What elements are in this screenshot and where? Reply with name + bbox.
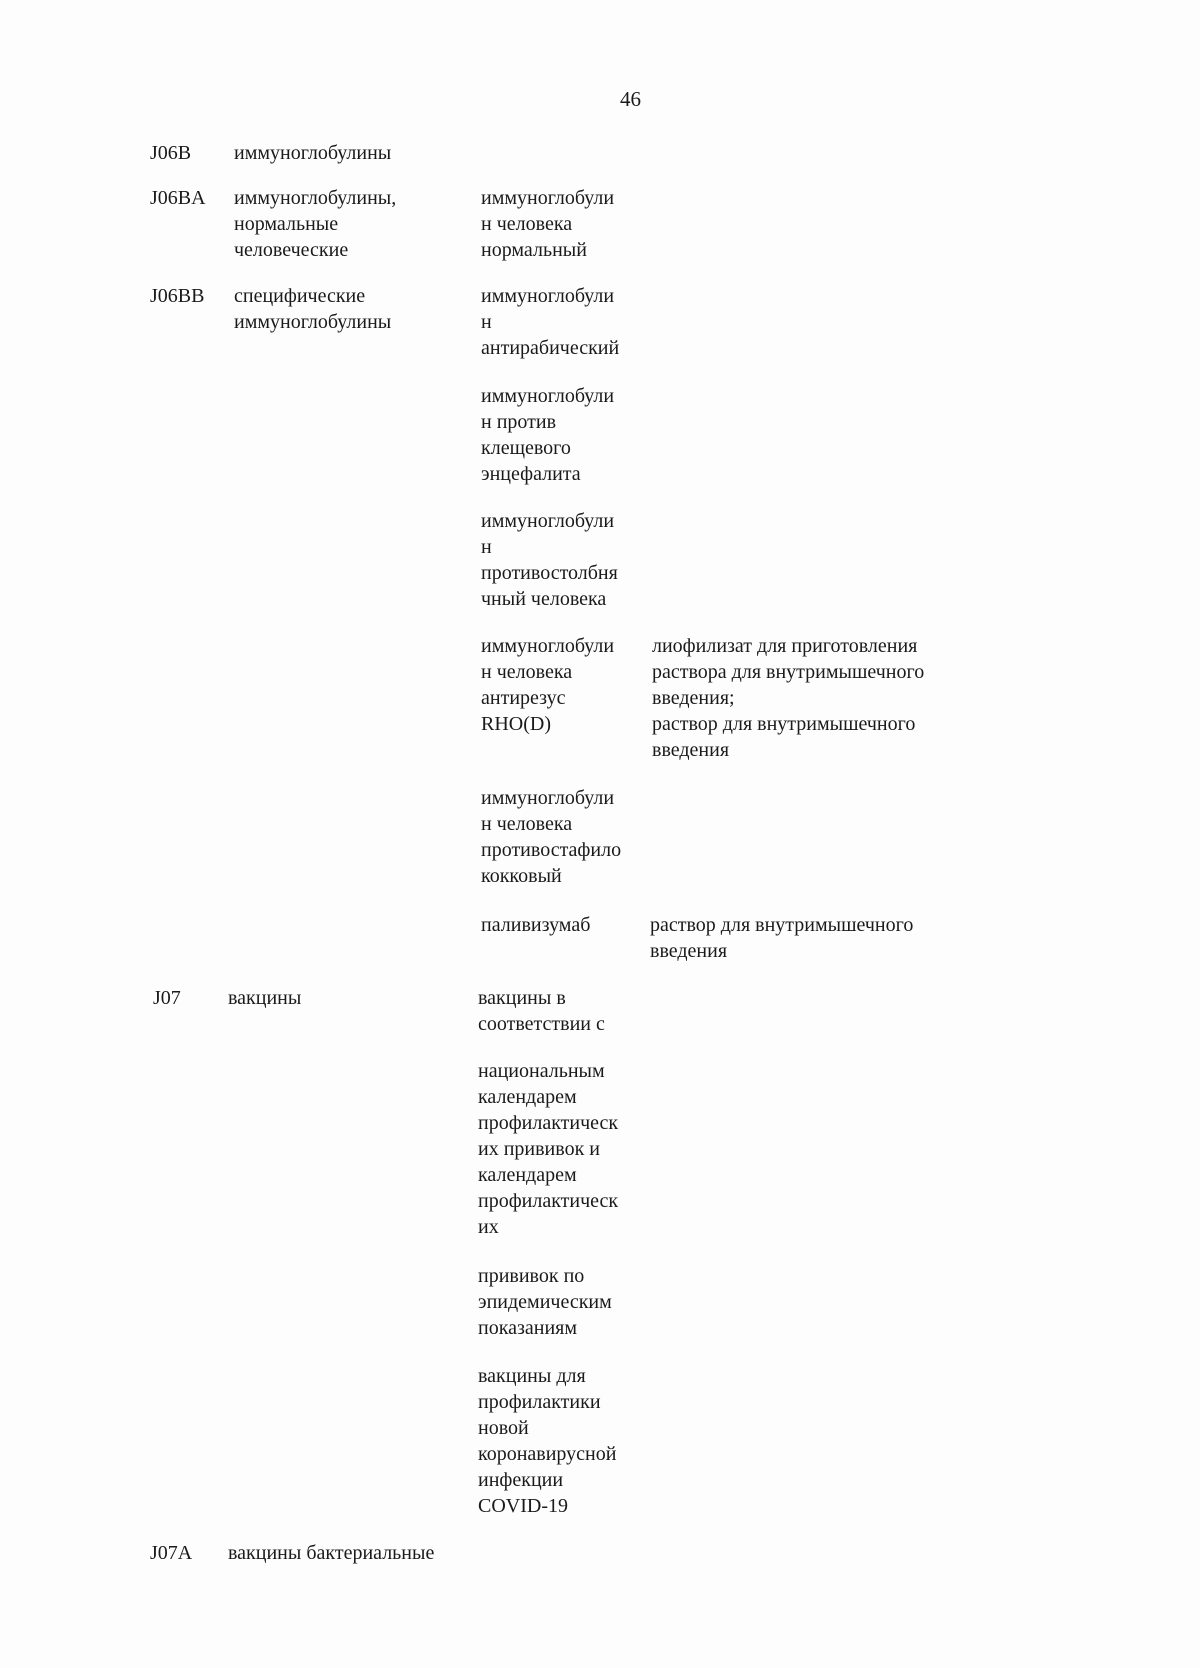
atc-code: J07 xyxy=(153,987,181,1009)
drug-name: паливизумаб xyxy=(481,914,591,936)
group-name: иммуноглобулины xyxy=(234,142,392,164)
group-name: вакцины xyxy=(228,987,302,1009)
page-number: 46 xyxy=(620,87,641,111)
group-name: вакцины бактериальные xyxy=(228,1542,435,1564)
drug-name: национальным календарем профилактическ их прививок и календарем профилактическ их xyxy=(478,1060,619,1238)
dosage-form: лиофилизат для приготовления раствора для внутримышечного введения; раствор для внутримышечного введения xyxy=(652,635,925,761)
atc-code: J06B xyxy=(150,142,192,164)
drug-name: прививок по эпидемическим показаниям xyxy=(478,1265,612,1339)
atc-code: J06BB xyxy=(150,285,205,307)
dosage-form: раствор для внутримышечного введения xyxy=(650,914,914,962)
atc-code: J07A xyxy=(150,1542,193,1564)
atc-code: J06BA xyxy=(150,187,206,209)
drug-name: иммуноглобули н против клещевого энцефалита xyxy=(481,385,615,485)
drug-name: вакцины в соответствии с xyxy=(478,987,605,1035)
drug-name: иммуноглобули н человека нормальный xyxy=(481,187,615,261)
drug-name: иммуноглобули н противостолбня чный человека xyxy=(481,510,618,610)
drug-name: иммуноглобули н антирабический xyxy=(481,285,620,359)
group-name: специфические иммуноглобулины xyxy=(234,285,392,333)
drug-name: иммуноглобули н человека противостафило кокковый xyxy=(481,787,622,887)
drug-name: вакцины для профилактики новой коронавирусной инфекции COVID-19 xyxy=(478,1365,617,1517)
drug-name: иммуноглобули н человека антирезус RHO(D) xyxy=(481,635,615,735)
group-name: иммуноглобулины, нормальные человеческие xyxy=(234,187,397,261)
